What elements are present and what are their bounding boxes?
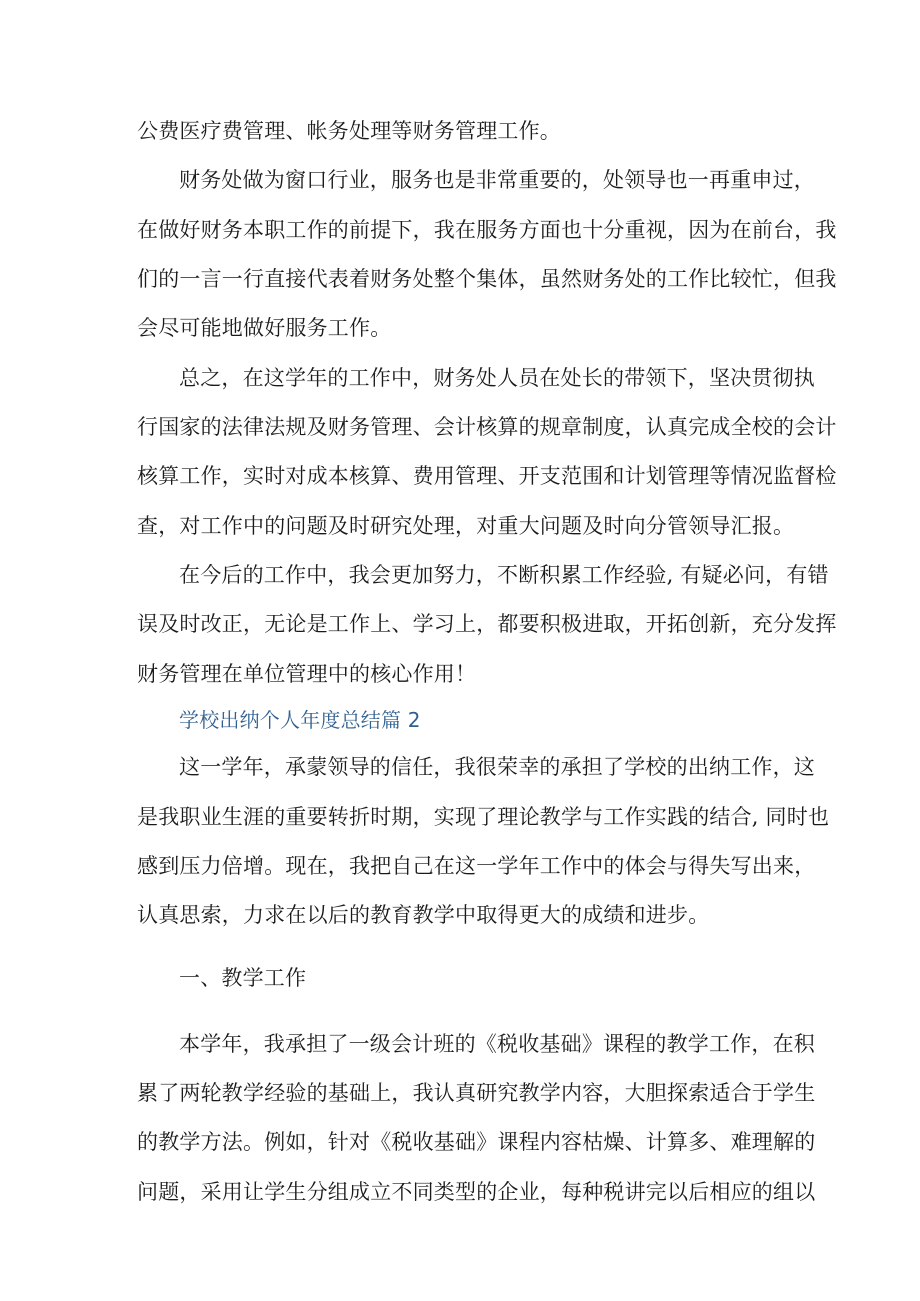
section-heading: 学校出纳个人年度总结篇 2: [179, 708, 421, 732]
paragraph-1-line-1: 公费医疗费管理、帐务处理等财务管理工作。: [137, 119, 561, 143]
paragraph-3-line-1: 总之，在这学年的工作中，财务处人员在处长的带领下，坚决贯彻执: [179, 366, 815, 390]
paragraph-3-line-3: 核算工作，实时对成本核算、费用管理、开支范围和计划管理等情况监督检: [137, 464, 837, 488]
paragraph-3-line-2: 行国家的法律法规及财务管理、会计核算的规章制度，认真完成全校的会计: [137, 415, 837, 439]
paragraph-2-line-4: 会尽可能地做好服务工作。: [137, 316, 392, 340]
paragraph-5-line-3: 感到压力倍增。现在，我把自己在这一学年工作中的体会与得失写出来，: [137, 854, 816, 878]
paragraph-6-line-1: 本学年，我承担了一级会计班的《税收基础》课程的教学工作，在积: [179, 1032, 815, 1056]
paragraph-2-line-2: 在做好财务本职工作的前提下，我在服务方面也十分重视，因为在前台，我: [137, 218, 837, 242]
paragraph-5-line-1: 这一学年，承蒙领导的信任，我很荣幸的承担了学校的出纳工作，这: [179, 755, 815, 779]
paragraph-6-line-3: 的教学方法。例如，针对《税收基础》课程内容枯燥、计算多、难理解的: [137, 1130, 816, 1154]
paragraph-2-line-3: 们的一言一行直接代表着财务处整个集体，虽然财务处的工作比较忙，但我: [137, 267, 837, 291]
subsection-title: 一、教学工作: [179, 966, 307, 990]
paragraph-3-line-4: 查，对工作中的问题及时研究处理，对重大问题及时向分管领导汇报。: [137, 514, 795, 538]
paragraph-4-line-3: 财务管理在单位管理中的核心作用！: [137, 662, 477, 686]
paragraph-5-line-4: 认真思索，力求在以后的教育教学中取得更大的成绩和进步。: [137, 903, 710, 927]
paragraph-4-line-2: 误及时改正，无论是工作上、学习上，都要积极进取，开拓创新，充分发挥: [137, 612, 837, 636]
paragraph-5-line-2: 是我职业生涯的重要转折时期，实现了理论教学与工作实践的结合, 同时也: [137, 805, 830, 829]
paragraph-6-line-2: 累了两轮教学经验的基础上，我认真研究教学内容，大胆探索适合于学生: [137, 1081, 816, 1105]
paragraph-4-line-1: 在今后的工作中，我会更加努力，不断积累工作经验, 有疑必问，有错: [179, 563, 829, 587]
paragraph-2-line-1: 财务处做为窗口行业，服务也是非常重要的，处领导也一再重申过，: [179, 168, 815, 192]
paragraph-6-line-4: 问题，采用让学生分组成立不同类型的企业，每种税讲完以后相应的组以: [137, 1180, 816, 1204]
